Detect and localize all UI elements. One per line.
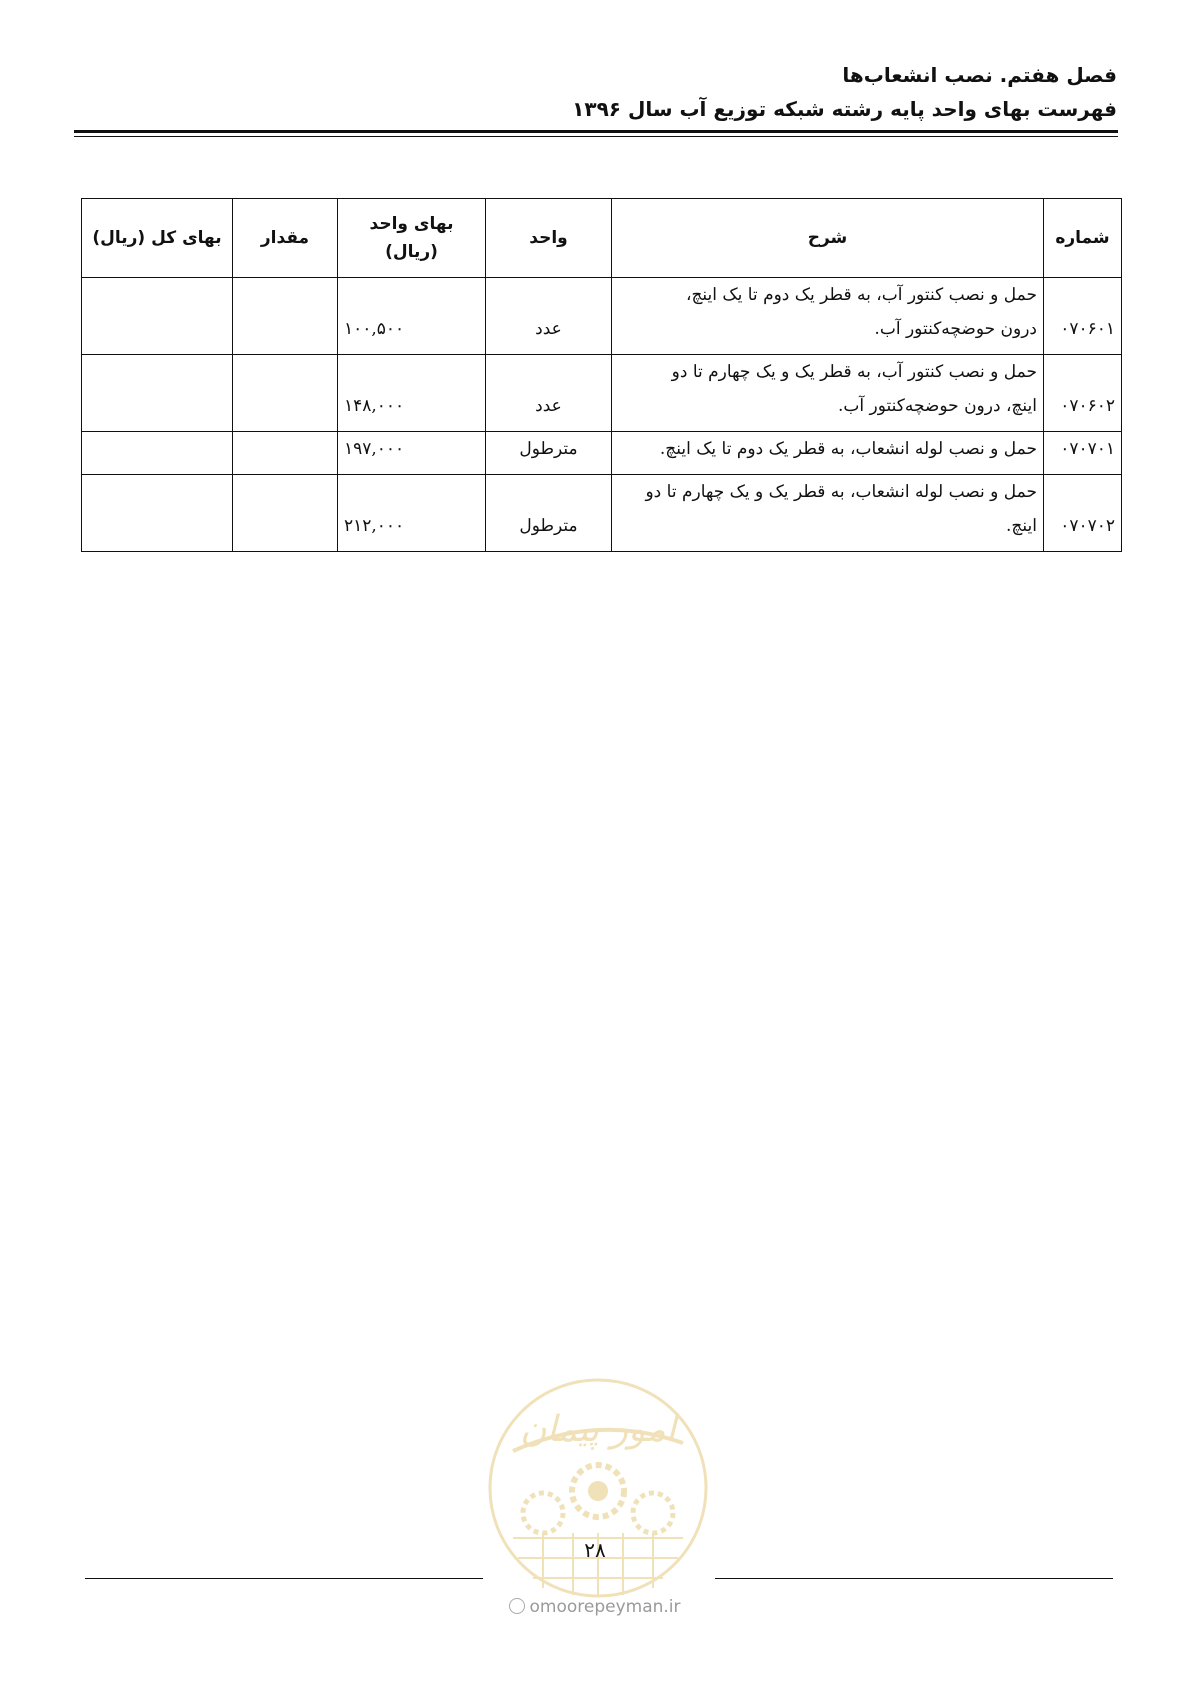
- item-unit-price: ۱۹۷,۰۰۰: [338, 432, 486, 475]
- item-code: ۰۷۰۷۰۲: [1044, 475, 1122, 552]
- description-line: اینچ، درون حوضچه‌کنتور آب.: [837, 396, 1037, 416]
- unit-price-header-line2: (ریال): [385, 242, 438, 262]
- description-line: حمل و نصب لوله انشعاب، به قطر یک دوم تا یک اینچ.: [659, 439, 1037, 459]
- item-description: [612, 355, 1044, 432]
- item-unit-price: ۲۱۲,۰۰۰: [338, 475, 486, 552]
- table-row: [82, 278, 1122, 355]
- col-total-header: بهای کل (ریال): [82, 199, 233, 278]
- table-header-row: [82, 199, 1122, 278]
- table-row: [82, 432, 1122, 475]
- item-unit: مترطول: [486, 475, 612, 552]
- globe-icon: [509, 1598, 525, 1614]
- table-row: [82, 475, 1122, 552]
- item-quantity: [233, 475, 338, 552]
- header-rule-thin: [74, 136, 1118, 137]
- footer-rule-right: [715, 1578, 1113, 1579]
- item-description: [612, 278, 1044, 355]
- website-text: omoorepeyman.ir: [529, 1597, 681, 1617]
- col-unit-header: واحد: [486, 199, 612, 278]
- page-number: ۲۸: [584, 1538, 606, 1562]
- col-number-header: شماره: [1044, 199, 1122, 278]
- page-header: [67, 58, 1117, 126]
- item-quantity: [233, 432, 338, 475]
- description-line: درون حوضچه‌کنتور آب.: [874, 319, 1037, 339]
- stamp-logo: [483, 1373, 713, 1603]
- col-description-header: شرح: [612, 199, 1044, 278]
- stamp-logo-text: امور پیمان: [520, 1409, 676, 1450]
- footer-rule-left: [85, 1578, 483, 1579]
- website-watermark: [480, 1597, 710, 1617]
- item-total: [82, 278, 233, 355]
- item-unit: مترطول: [486, 432, 612, 475]
- item-description: [612, 475, 1044, 552]
- table-row: [82, 355, 1122, 432]
- unit-price-header-line1: بهای واحد: [369, 214, 454, 234]
- item-code: ۰۷۰۶۰۱: [1044, 278, 1122, 355]
- item-unit: عدد: [486, 355, 612, 432]
- chapter-title: فصل هفتم. نصب انشعاب‌ها: [842, 63, 1117, 87]
- item-unit-price: ۱۴۸,۰۰۰: [338, 355, 486, 432]
- item-unit: عدد: [486, 278, 612, 355]
- price-table: [81, 198, 1122, 552]
- item-total: [82, 355, 233, 432]
- document-title: فهرست بهای واحد پایه رشته شبکه توزیع آب سال ۱۳۹۶: [572, 97, 1117, 121]
- description-line: حمل و نصب کنتور آب، به قطر یک و یک چهارم تا دو: [671, 362, 1037, 382]
- col-unit-price-header: [338, 199, 486, 278]
- description-line: حمل و نصب کنتور آب، به قطر یک دوم تا یک اینچ،: [685, 285, 1037, 305]
- header-rule-thick: [74, 130, 1118, 133]
- description-line: حمل و نصب لوله انشعاب، به قطر یک و یک چهارم تا دو: [645, 482, 1037, 502]
- item-description: [612, 432, 1044, 475]
- item-code: ۰۷۰۷۰۱: [1044, 432, 1122, 475]
- description-line: اینچ.: [1006, 516, 1037, 536]
- item-code: ۰۷۰۶۰۲: [1044, 355, 1122, 432]
- item-total: [82, 432, 233, 475]
- item-quantity: [233, 278, 338, 355]
- item-total: [82, 475, 233, 552]
- item-unit-price: ۱۰۰,۵۰۰: [338, 278, 486, 355]
- col-quantity-header: مقدار: [233, 199, 338, 278]
- item-quantity: [233, 355, 338, 432]
